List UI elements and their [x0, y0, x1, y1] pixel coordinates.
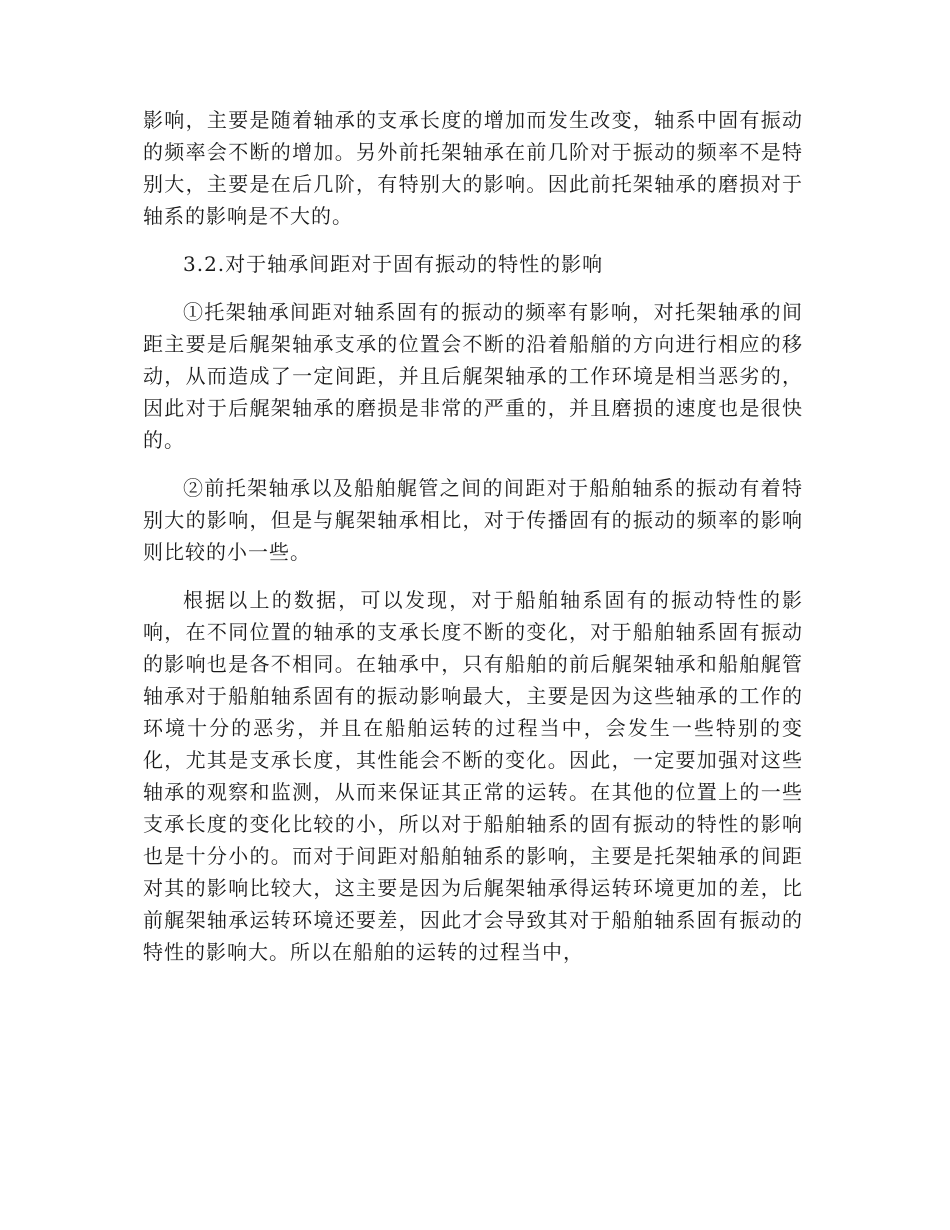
paragraph-continuation: 影响，主要是随着轴承的支承长度的增加而发生改变，轴系中固有振动的频率会不断的增加。另外前托架轴承在前几阶对于振动的频率不是特别大，主要是在后几阶，有特别大的影响。因此前托架轴承的磨损对于轴系的影响是不大的。 [143, 108, 803, 228]
paragraph-conclusion: 根据以上的数据，可以发现，对于船舶轴系固有的振动特性的影响，在不同位置的轴承的支承长度不断的变化，对于船舶轴系固有振动的影响也是各不相同。在轴承中，只有船舶的前后艉架轴承和船舶艉管轴承对于船舶轴系固有的振动影响最大，主要是因为这些轴承的工作的环境十分的恶劣，并且在船舶运转的过程当中，会发生一些特别的变化，尤其是支承长度，其性能会不断的变化。因此，一定要加强对这些轴承的观察和监测，从而来保证其正常的运转。在其他的位置上的一些支承长度的变化比较的小，所以对于船舶轴系的固有振动的特性的影响也是十分小的。而对于间距对船舶轴系的影响，主要是托架轴承的间距对其的影响比较大，这主要是因为后艉架轴承得运转环境更加的差，比前艉架轴承运转环境还要差，因此才会导致其对于船舶轴系固有振动的特性的影响大。所以在船舶的运转的过程当中， [143, 588, 803, 964]
paragraph-item-2: ②前托架轴承以及船舶艉管之间的间距对于船舶轴系的振动有着特别大的影响，但是与艉架轴承相比，对于传播固有的振动的频率的影响则比较的小一些。 [143, 476, 803, 564]
document-body [143, 104, 803, 984]
paragraph-item-1: ①托架轴承间距对轴系固有的振动的频率有影响，对托架轴承的间距主要是后艉架轴承支承的位置会不断的沿着船艏的方向进行相应的移动，从而造成了一定间距，并且后艉架轴承的工作环境是相当恶劣的，因此对于后艉架轴承的磨损是非常的严重的，并且磨损的速度也是很快的。 [143, 300, 803, 452]
section-heading-3-2: 3.2.对于轴承间距对于固有振动的特性的影响 [183, 252, 604, 276]
